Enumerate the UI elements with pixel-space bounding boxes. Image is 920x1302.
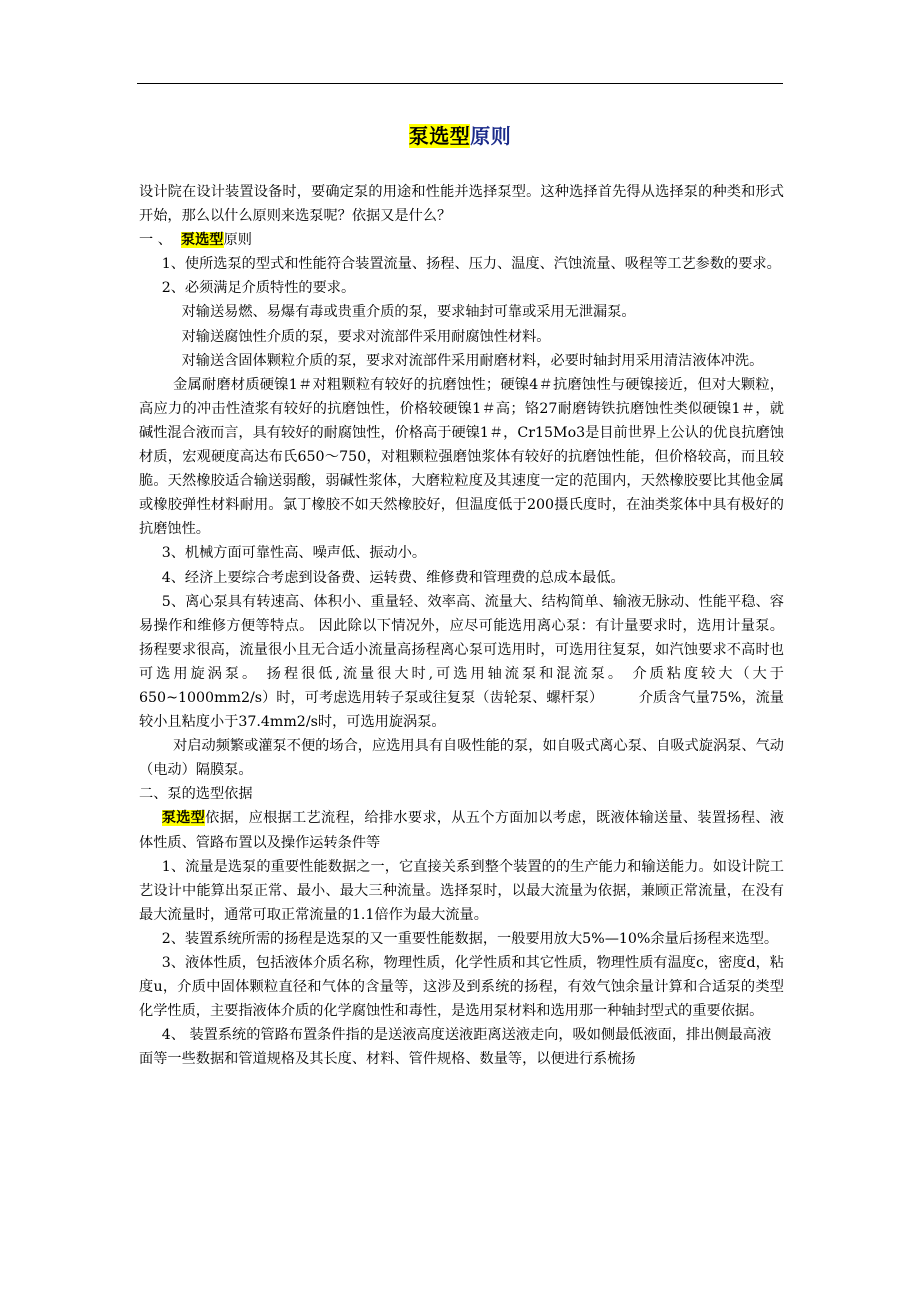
basis-1: 1、流量是选泵的重要性能数据之一，它直接关系到整个装置的的生产能力和输送能力。如设计院工艺设计中能算出泵正常、最小、最大三种流量。选择泵时，以最大流量为依据，兼顾正常流量，在没有最大流量时，通常可取正常流量的1.1倍作为最大流量。 [139,858,784,923]
principle-4: 4、经济上要综合考虑到设备费、运转费、维修费和管理费的总成本最低。 [161,569,625,586]
principle-2c: 对输送含固体颗粒介质的泵，要求对流部件采用耐磨材料，必要时轴封用采用清洁液体冲洗。 [181,352,764,369]
principle-2d: 金属耐磨材质硬镍1＃对粗颗粒有较好的抗磨蚀性；硬镍4＃抗磨蚀性与硬镍接近，但对大颗粒，高应力的冲击性渣浆有较好的抗磨蚀性，价格较硬镍1＃高；铬27耐磨铸铁抗磨蚀性类似硬镍1＃，就碱性混合液而言，具有较好的耐腐蚀性，价格高于硬镍1＃，Cr15Mo3是目前世界上公认的优良抗磨蚀材质，宏观硬度高达布氏650～750，对粗颗粒强磨蚀浆体有较好的抗磨蚀性能，但价格较高，而且较脆。天然橡胶适合输送弱酸，弱碱性浆体，大磨粒粒度及其速度一定的范围内，天然橡胶要比其他金属或橡胶弹性材料耐用。氯丁橡胶不如天然橡胶好，但温度低于200摄氏度时，在油类浆体中具有极好的抗磨蚀性。 [139,376,784,538]
basis-2: 2、装置系统所需的扬程是选泵的又一重要性能数据，一般要用放大5%—10%余量后扬程来选型。 [161,930,779,947]
title-highlight: 泵选型 [408,124,471,148]
section-1-heading: 一 、 泵选型原则 [139,232,252,249]
basis-3: 3、液体性质，包括液体介质名称，物理性质，化学性质和其它性质，物理性质有温度c，密度d，粘度u，介质中固体颗粒直径和气体的含量等，这涉及到系统的扬程，有效气蚀余量计算和合适泵的类型 化学性质，主要指液体介质的化学腐蚀性和毒性，是选用泵材料和选用那一种轴封型式的重要依据。 [139,955,784,1020]
principle-5b: 对启动频繁或灌泵不便的场合，应选用具有自吸性能的泵，如自吸式离心泵、自吸式旋涡泵、气动（电动）隔膜泵。 [139,738,784,779]
principle-2b: 对输送腐蚀性介质的泵，要求对流部件采用耐腐蚀性材料。 [181,328,551,345]
section-1-highlight: 泵选型 [180,232,224,249]
document-body [139,180,784,1071]
basis-4: 4、 装置系统的管路布置条件指的是送液高度送液距离送液走向，吸如侧最低液面，排出侧最高液面等一些数据和管道规格及其长度、材料、管件规格、数量等，以便进行系梳扬 [139,1027,772,1068]
page-title [0,120,920,149]
section-2-highlight: 泵选型 [161,810,206,827]
principle-1: 1、使所选泵的型式和性能符合装置流量、扬程、压力、温度、汽蚀流量、吸程等工艺参数的要求。 [161,256,781,273]
principle-2: 2、必须满足介质特性的要求。 [161,280,356,297]
intro-paragraph: 设计院在设计装置设备时，要确定泵的用途和性能并选择泵型。这种选择首先得从选择泵的种类和形式开始，那么以什么原则来选泵呢？依据又是什么？ [139,184,784,225]
basis-intro: 泵选型依据，应根据工艺流程，给排水要求，从五个方面加以考虑，既液体输送量、装置扬程、液体性质、管路布置以及操作运转条件等 [139,810,784,851]
header-rule [137,83,783,84]
section-2-heading: 二、泵的选型依据 [139,786,253,803]
title-rest: 原则 [470,124,512,148]
principle-3: 3、机械方面可靠性高、噪声低、振动小。 [161,545,427,562]
principle-5: 5、离心泵具有转速高、体积小、重量轻、效率高、流量大、结构简单、输液无脉动、性能平稳、容易操作和维修方便等特点。 因此除以下情况外，应尽可能选用离心泵：有计量要求时，选用计量泵。 扬程要求很高，流量很小且无合适小流量高扬程离心泵可选用时，可选用往复泵，如汽蚀要求不高时也可选用旋涡泵。 扬程很低,流量很大时,可选用轴流泵和混流泵。 介质粘度较大（大于650~1000mm2/s）时，可考虑选用转子泵或往复泵（齿轮泵、螺杆泵） 介质含气量75%，流量较小且粘度小于37.4mm2/s时，可选用旋涡泵。 [139,593,784,731]
principle-2a: 对输送易燃、易爆有毒或贵重介质的泵，要求轴封可靠或采用无泄漏泵。 [181,304,636,321]
